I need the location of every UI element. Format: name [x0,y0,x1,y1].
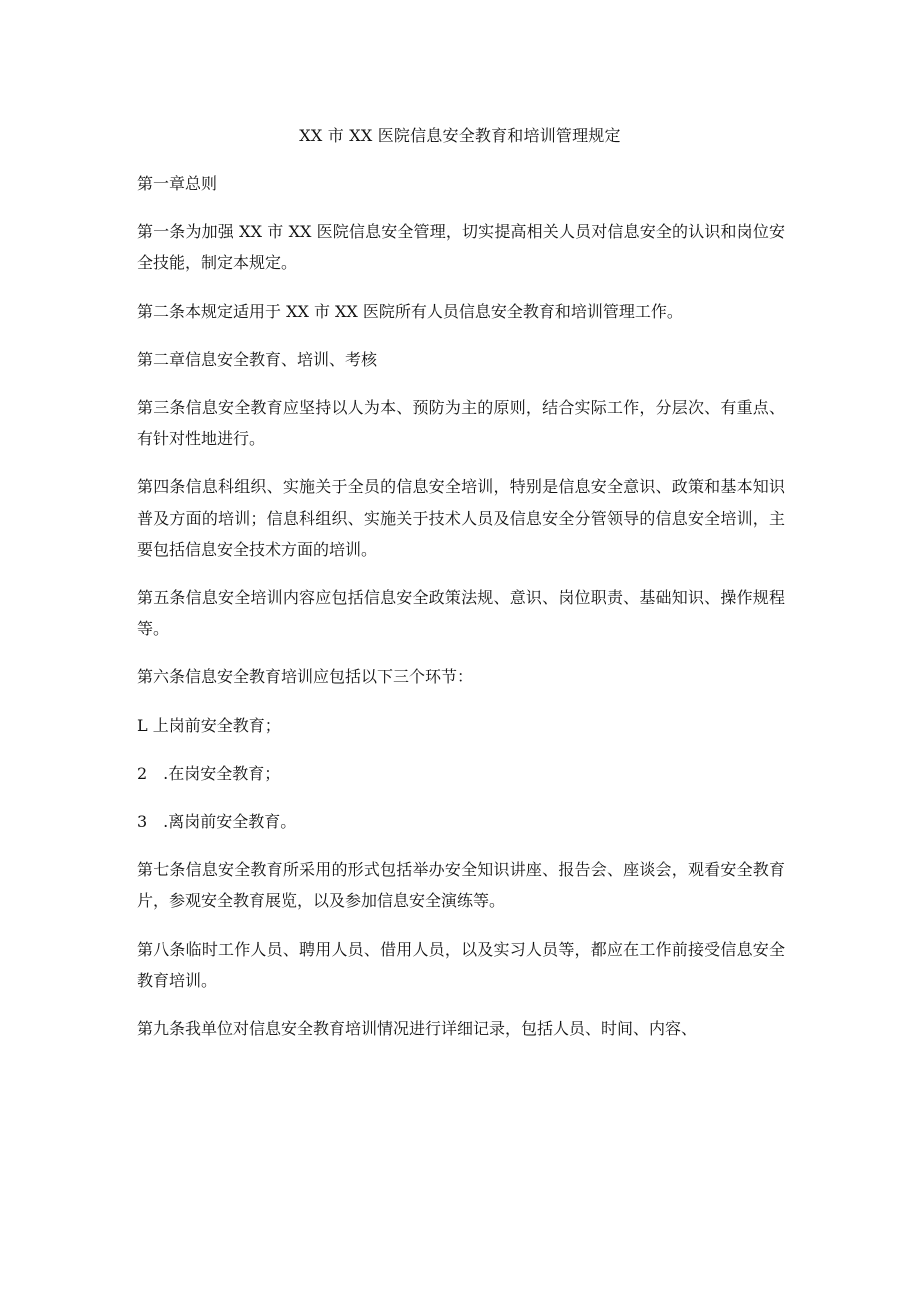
article-5: 第五条信息安全培训内容应包括信息安全政策法规、意识、岗位职责、基础知识、操作规程等。 [137,588,785,639]
article-8: 第八条临时工作人员、聘用人员、借用人员，以及实习人员等，都应在工作前接受信息安全教育培训。 [137,939,785,990]
article-2: 第二条本规定适用于 XX 市 XX 医院所有人员信息安全教育和培训管理工作。 [137,301,683,321]
chapter-heading-2: 第二章信息安全教育、培训、考核 [137,349,378,369]
article-3: 第三条信息安全教育应坚持以人为本、预防为主的原则，结合实际工作，分层次、有重点、有针对性地进行。 [137,398,785,449]
article-7: 第七条信息安全教育所采用的形式包括举办安全知识讲座、报告会、座谈会，观看安全教育片，参观安全教育展览，以及参加信息安全演练等。 [137,860,785,911]
list-item-2: 2 .在岗安全教育； [137,763,281,783]
chapter-heading-1: 第一章总则 [137,174,218,193]
article-4: 第四条信息科组织、实施关于全员的信息安全培训，特别是信息安全意识、政策和基本知识普及方面的培训；信息科组织、实施关于技术人员及信息安全分管领导的信息安全培训，主要包括信息安全技术方面的培训。 [137,477,785,559]
list-item-1: L 上岗前安全教育； [137,715,281,735]
article-6: 第六条信息安全教育培训应包括以下三个环节： [137,667,474,687]
document-title: XX 市 XX 医院信息安全教育和培训管理规定 [299,126,621,145]
document-body [137,168,785,1061]
list-item-3: 3 .离岗前安全教育。 [137,812,297,832]
article-1: 第一条为加强 XX 市 XX 医院信息安全管理，切实提高相关人员对信息安全的认识和岗位安全技能，制定本规定。 [137,222,785,273]
article-9: 第九条我单位对信息安全教育培训情况进行详细记录，包括人员、时间、内容、 [137,1019,698,1039]
